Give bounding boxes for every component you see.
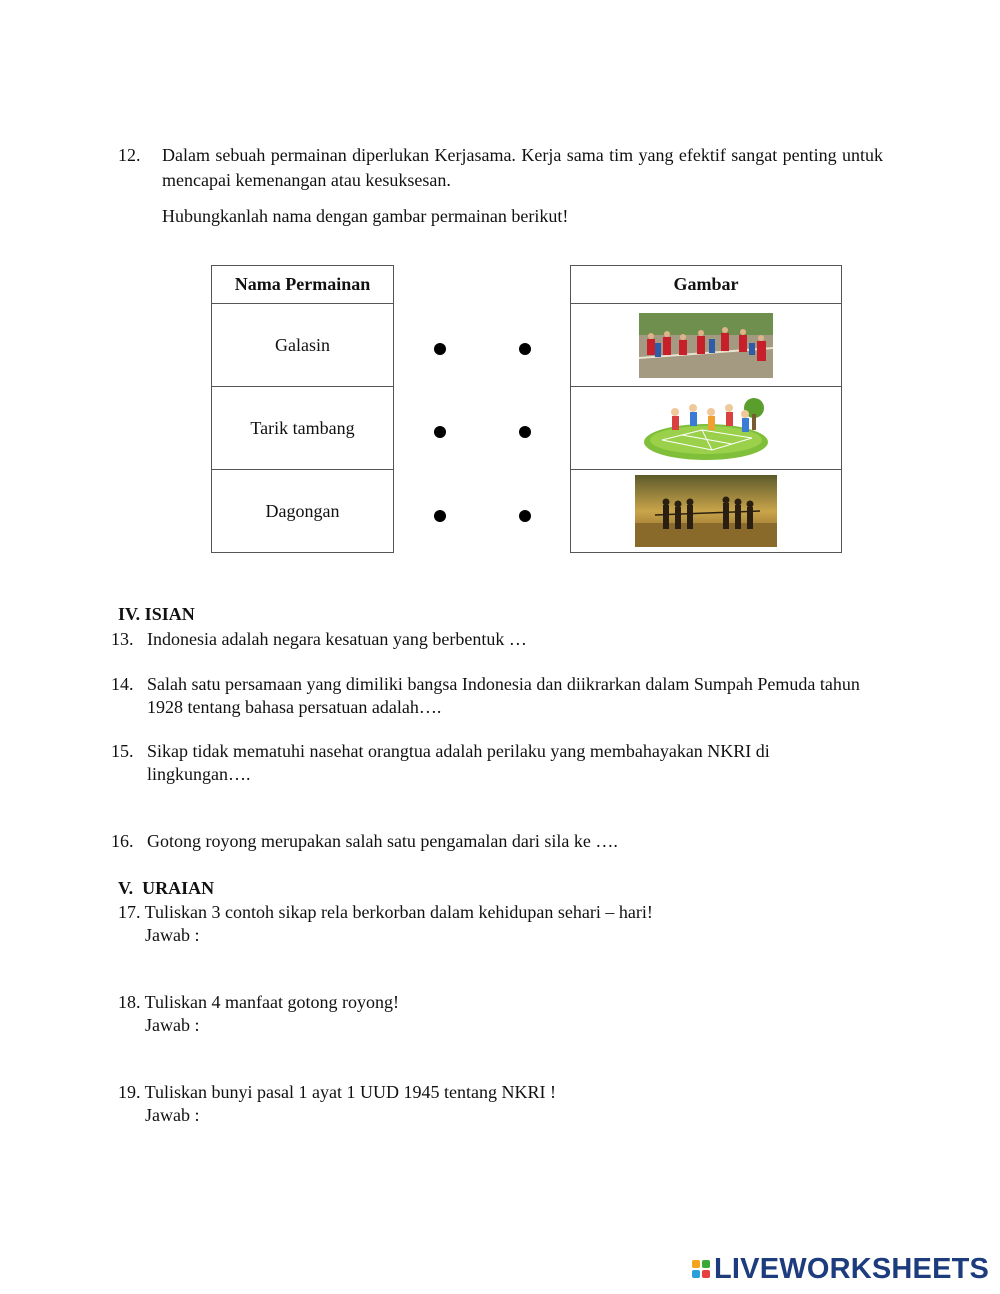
question-number: 13. [111,629,134,649]
question-18: 18. Tuliskan 4 manfaat gotong royong! [118,992,399,1012]
logo-mark-icon [692,1260,710,1278]
question-19: 19. Tuliskan bunyi pasal 1 ayat 1 UUD 1945 tentang NKRI ! [118,1082,556,1102]
question-text: Dalam sebuah permainan diperlukan Kerjasama. Kerja sama tim yang efektif sangat penting untuk mencapai kemenangan atau kesuksesan. [162,145,883,190]
right-dot-2[interactable] [519,426,531,438]
question-number: 12. [118,145,141,165]
liveworksheets-logo[interactable] [692,1252,989,1286]
answer-label-17[interactable]: Jawab : [145,925,200,945]
left-dot-1[interactable] [434,343,446,355]
question-number: 14. [111,674,134,694]
section-uraian-title: V. URAIAN [118,878,215,898]
name-cell-tarik-tambang: Tarik tambang [212,387,394,470]
answer-label-19[interactable]: Jawab : [145,1105,200,1125]
answer-label-18[interactable]: Jawab : [145,1015,200,1035]
question-17: 17. Tuliskan 3 contoh sikap rela berkorban dalam kehidupan sehari – hari! [118,902,653,922]
section-isian-title: IV. ISIAN [118,604,195,624]
names-header: Nama Permainan [212,266,394,304]
question-instruction: Hubungkanlah nama dengan gambar permainan berikut! [162,206,569,226]
cartoon-children-galasin [642,394,770,462]
picture-cell-3 [571,470,842,553]
left-dot-3[interactable] [434,510,446,522]
question-14 [111,673,891,719]
question-text: Gotong royong merupakan salah satu pengamalan dari sila ke …. [147,831,618,851]
left-dot-2[interactable] [434,426,446,438]
picture-cell-2 [571,387,842,470]
pictures-table [570,265,842,553]
right-dot-1[interactable] [519,343,531,355]
question-15 [111,740,891,786]
question-text: Sikap tidak mematuhi nasehat orangtua adalah perilaku yang membahayakan NKRI di lingkungan…. [147,741,770,784]
name-cell-galasin: Galasin [212,304,394,387]
question-16 [111,830,891,853]
question-text: Salah satu persamaan yang dimiliki bangsa Indonesia dan diikrarkan dalam Sumpah Pemuda tahun 1928 tentang bahasa persatuan adalah…. [147,674,860,717]
right-dot-3[interactable] [519,510,531,522]
question-number: 15. [111,741,134,761]
question-number: 16. [111,831,134,851]
tug-of-war-crowd-photo [639,313,773,378]
pictures-header: Gambar [571,266,842,304]
tug-of-war-sunset-photo [635,475,777,547]
question-12 [118,143,883,193]
picture-cell-1 [571,304,842,387]
names-table [211,265,394,553]
question-text: Indonesia adalah negara kesatuan yang berbentuk … [147,629,527,649]
name-cell-dagongan: Dagongan [212,470,394,553]
question-13 [111,628,891,651]
logo-text: LIVEWORKSHEETS [714,1252,990,1285]
